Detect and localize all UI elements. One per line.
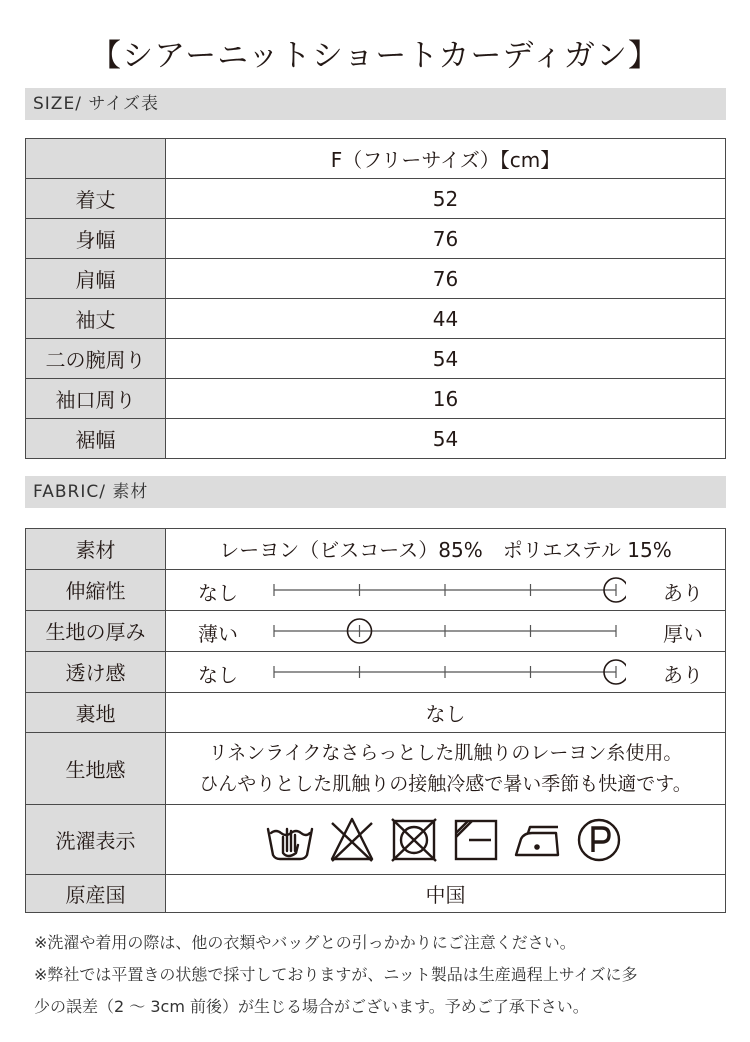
notes (34, 927, 724, 1023)
sheerness-right-label: あり (663, 662, 703, 687)
size-row-label: 裾幅 (26, 419, 166, 459)
table-row (26, 569, 726, 610)
lining-value: なし (166, 692, 726, 733)
size-header-row (26, 139, 726, 179)
table-row (26, 733, 726, 805)
note-line-1: ※洗濯や着用の際は、他の衣類やバッグとの引っかかりにご注意ください。 (34, 933, 576, 952)
size-table (25, 138, 726, 459)
stretch-cell (166, 569, 726, 610)
thickness-scale (166, 611, 725, 651)
size-row-value: 54 (166, 339, 726, 379)
size-header-corner (26, 139, 166, 179)
note-line-2: ※弊社では平置きの状態で採寸しておりますが、ニット製品は生産過程上サイズに多 (34, 965, 638, 984)
feel-line-2: ひんやりとした肌触りの接触冷感で暑い季節も快適です。 (199, 772, 692, 795)
size-section-heading: SIZE/ サイズ表 (25, 88, 726, 120)
table-row (26, 651, 726, 692)
thickness-label: 生地の厚み (26, 610, 166, 651)
table-row (26, 419, 726, 459)
page-title: 【シアーニットショートカーディガン】 (90, 38, 660, 74)
no-bleach-icon (332, 819, 372, 861)
line-dry-shade-icon (456, 821, 496, 859)
table-row (26, 339, 726, 379)
dry-clean-p-icon (579, 820, 619, 860)
size-row-label: 着丈 (26, 179, 166, 219)
thickness-right-label: 厚い (663, 621, 703, 646)
size-row-value: 44 (166, 299, 726, 339)
origin-label: 原産国 (26, 875, 166, 913)
size-row-value: 76 (166, 219, 726, 259)
table-row (26, 379, 726, 419)
stretch-scale-graphic (266, 576, 626, 604)
stretch-right-label: あり (663, 580, 703, 605)
care-icons-cell (166, 805, 726, 875)
thickness-left-label: 薄い (198, 621, 238, 646)
size-row-value: 16 (166, 379, 726, 419)
fabric-table (25, 528, 726, 913)
thickness-cell (166, 610, 726, 651)
care-label: 洗濯表示 (26, 805, 166, 875)
hand-wash-icon (268, 829, 312, 859)
size-row-value: 52 (166, 179, 726, 219)
table-row (26, 875, 726, 913)
sheerness-scale-graphic (266, 658, 626, 686)
sheerness-left-label: なし (198, 662, 238, 687)
size-row-label: 袖丈 (26, 299, 166, 339)
origin-value: 中国 (166, 875, 726, 913)
table-row (26, 259, 726, 299)
note-line-3: 少の誤差（2 ～ 3cm 前後）が生じる場合がございます。予めご了承下さい。 (34, 997, 589, 1016)
size-row-value: 76 (166, 259, 726, 299)
table-row (26, 179, 726, 219)
table-row (26, 610, 726, 651)
lining-label: 裏地 (26, 692, 166, 733)
stretch-label: 伸縮性 (26, 569, 166, 610)
thickness-scale-graphic (266, 617, 626, 645)
size-row-label: 肩幅 (26, 259, 166, 299)
care-icons (266, 815, 626, 865)
fabric-section-heading: FABRIC/ 素材 (25, 476, 726, 508)
feel-cell (166, 733, 726, 805)
feel-label: 生地感 (26, 733, 166, 805)
size-row-label: 袖口周り (26, 379, 166, 419)
table-row (26, 219, 726, 259)
no-tumble-dry-icon (392, 819, 436, 861)
table-row (26, 299, 726, 339)
sheerness-scale (166, 652, 725, 692)
stretch-left-label: なし (198, 580, 238, 605)
table-row (26, 529, 726, 570)
stretch-scale (166, 570, 725, 610)
size-row-label: 二の腕周り (26, 339, 166, 379)
size-row-label: 身幅 (26, 219, 166, 259)
low-iron-icon (516, 827, 558, 855)
material-value: レーヨン（ビスコース）85% ポリエステル 15% (166, 529, 726, 570)
size-row-value: 54 (166, 419, 726, 459)
feel-line-1: リネンライクなさらっとした肌触りのレーヨン糸使用。 (208, 741, 683, 764)
sheerness-cell (166, 651, 726, 692)
size-column-header: F（フリーサイズ）【cm】 (166, 139, 726, 179)
material-label: 素材 (26, 529, 166, 570)
table-row (26, 692, 726, 733)
table-row (26, 805, 726, 875)
sheerness-label: 透け感 (26, 651, 166, 692)
